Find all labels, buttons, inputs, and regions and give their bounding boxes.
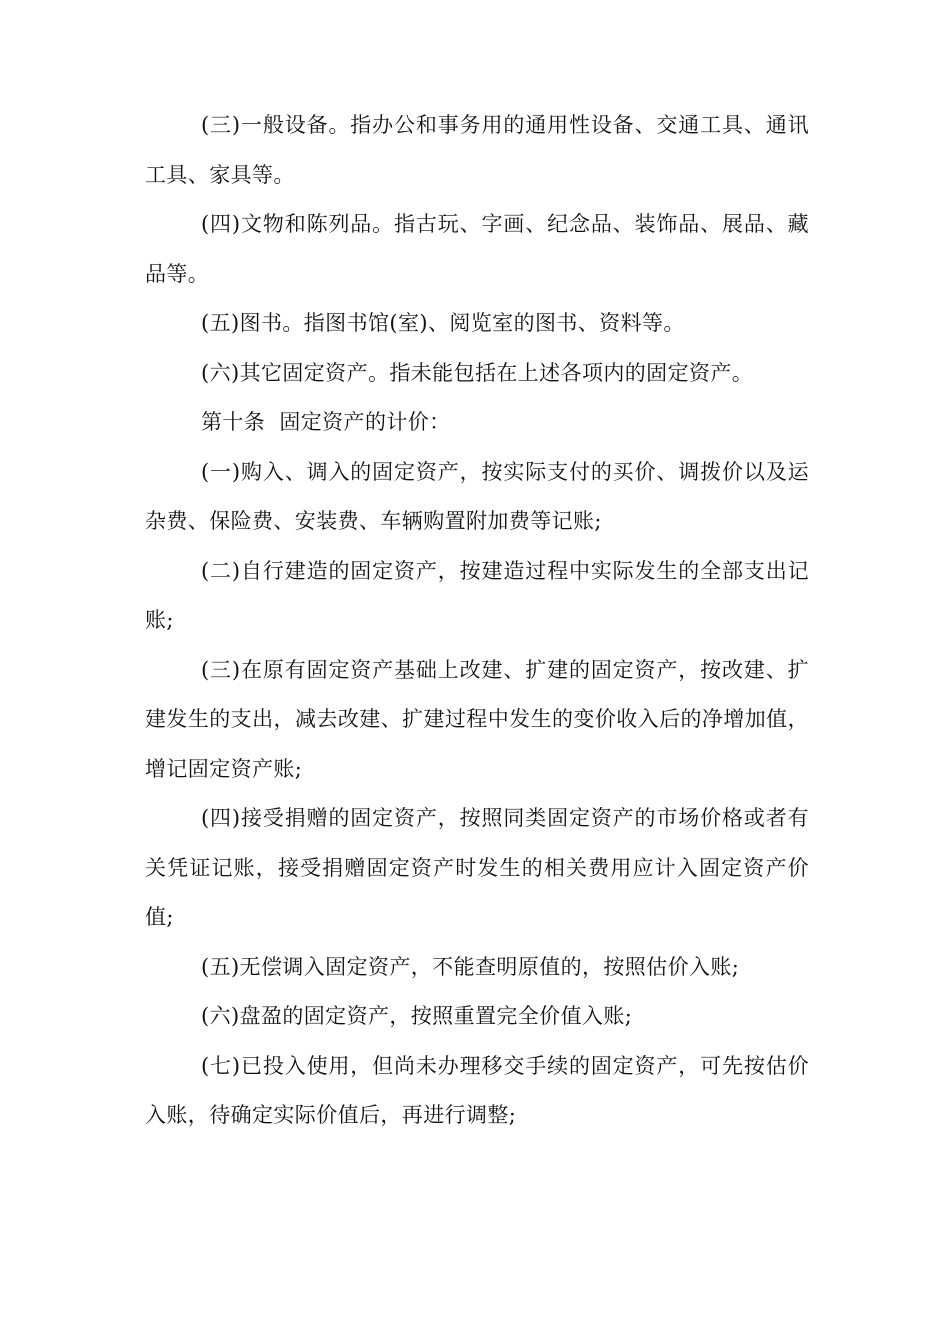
paragraph-purchased-assets: (一)购入、调入的固定资产，按实际支付的买价、调拨价以及运杂费、保险费、安装费、车辆购置附加费等记账; [145, 459, 809, 533]
paragraph-self-built-assets: (二)自行建造的固定资产，按建造过程中实际发生的全部支出记账; [145, 558, 809, 632]
paragraph-other-fixed-assets: (六)其它固定资产。指未能包括在上述各项内的固定资产。 [201, 360, 754, 385]
paragraph-general-equipment: (三)一般设备。指办公和事务用的通用性设备、交通工具、通讯工具、家具等。 [145, 113, 809, 187]
paragraph-cultural-relics: (四)文物和陈列品。指古玩、字画、纪念品、装饰品、展品、藏品等。 [145, 212, 809, 286]
article-ten-heading: 第十条 固定资产的计价： [201, 410, 451, 434]
paragraph-surplus-assets: (六)盘盈的固定资产，按照重置完全价值入账; [201, 1004, 633, 1028]
paragraph-books: (五)图书。指图书馆(室)、阅览室的图书、资料等。 [201, 311, 685, 335]
paragraph-transferred-assets: (五)无偿调入固定资产，不能查明原值的，按照估价入账; [201, 954, 740, 979]
paragraph-donated-assets: (四)接受捐赠的固定资产，按照同类固定资产的市场价格或者有关凭证记账，接受捐赠固定资产时发生的相关费用应计入固定资产价值; [145, 806, 809, 929]
paragraph-renovated-assets: (三)在原有固定资产基础上改建、扩建的固定资产，按改建、扩建发生的支出，减去改建、扩建过程中发生的变价收入后的净增加值，增记固定资产账; [145, 657, 809, 781]
document-body [145, 101, 809, 1141]
paragraph-in-use-assets: (七)已投入使用，但尚未办理移交手续的固定资产，可先按估价入账，待确定实际价值后，再进行调整; [145, 1053, 809, 1127]
